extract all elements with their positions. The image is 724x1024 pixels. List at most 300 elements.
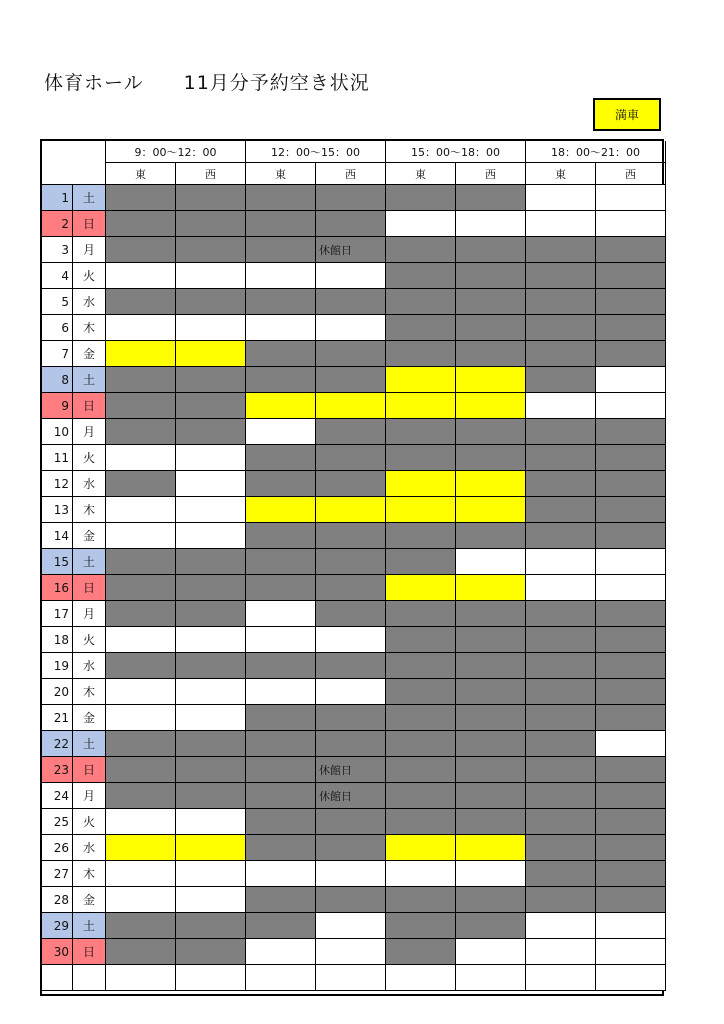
slot-cell	[386, 809, 456, 835]
slot-cell	[176, 861, 246, 887]
slot-cell	[386, 965, 456, 991]
slot-cell	[456, 965, 526, 991]
slot-cell	[456, 913, 526, 939]
day-of-week: 月	[73, 419, 106, 445]
time-slot-header: 18：00～21：00	[526, 141, 666, 163]
slot-cell	[456, 575, 526, 601]
side-header: 西	[176, 163, 246, 185]
day-of-week: 金	[73, 887, 106, 913]
slot-cell	[106, 393, 176, 419]
slot-cell	[176, 393, 246, 419]
slot-cell	[316, 237, 386, 263]
day-of-week: 日	[73, 939, 106, 965]
day-number: 12	[42, 471, 73, 497]
slot-cell	[176, 289, 246, 315]
slot-cell	[316, 705, 386, 731]
day-of-week: 水	[73, 835, 106, 861]
slot-cell	[526, 471, 596, 497]
side-header: 東	[246, 163, 316, 185]
slot-cell	[246, 679, 316, 705]
slot-cell	[386, 211, 456, 237]
slot-cell	[176, 575, 246, 601]
slot-cell	[596, 497, 666, 523]
slot-cell	[526, 315, 596, 341]
slot-cell	[176, 471, 246, 497]
slot-cell	[596, 731, 666, 757]
slot-cell	[526, 367, 596, 393]
day-number: 2	[42, 211, 73, 237]
slot-cell	[526, 705, 596, 731]
slot-cell	[456, 523, 526, 549]
slot-cell	[316, 263, 386, 289]
slot-cell	[386, 445, 456, 471]
slot-cell	[246, 289, 316, 315]
slot-cell	[106, 653, 176, 679]
slot-cell	[526, 575, 596, 601]
slot-cell	[176, 185, 246, 211]
slot-cell	[246, 341, 316, 367]
day-of-week: 金	[73, 341, 106, 367]
day-of-week: 木	[73, 315, 106, 341]
slot-cell	[596, 939, 666, 965]
day-of-week: 火	[73, 627, 106, 653]
slot-cell	[456, 705, 526, 731]
slot-cell	[386, 471, 456, 497]
slot-cell	[106, 471, 176, 497]
slot-cell	[176, 341, 246, 367]
day-of-week: 火	[73, 263, 106, 289]
slot-cell	[386, 575, 456, 601]
closed-day-note: 休館日	[319, 789, 352, 803]
slot-cell	[176, 757, 246, 783]
day-of-week: 火	[73, 445, 106, 471]
slot-cell	[456, 211, 526, 237]
day-of-week: 日	[73, 575, 106, 601]
time-slot-header: 15：00～18：00	[386, 141, 526, 163]
side-header: 西	[316, 163, 386, 185]
slot-cell	[386, 861, 456, 887]
slot-cell	[106, 731, 176, 757]
slot-cell	[246, 185, 316, 211]
day-number: 25	[42, 809, 73, 835]
slot-cell	[596, 783, 666, 809]
slot-cell	[316, 341, 386, 367]
day-of-week: 土	[73, 185, 106, 211]
slot-cell	[526, 445, 596, 471]
slot-cell	[456, 497, 526, 523]
day-number: 26	[42, 835, 73, 861]
side-header: 西	[596, 163, 666, 185]
slot-cell	[106, 861, 176, 887]
slot-cell	[316, 913, 386, 939]
day-of-week: 木	[73, 861, 106, 887]
slot-cell	[176, 263, 246, 289]
slot-cell	[176, 653, 246, 679]
side-header: 東	[106, 163, 176, 185]
slot-cell	[106, 835, 176, 861]
slot-cell	[106, 419, 176, 445]
slot-cell	[386, 731, 456, 757]
slot-cell	[386, 653, 456, 679]
slot-cell	[456, 237, 526, 263]
slot-cell	[456, 419, 526, 445]
reservation-table	[40, 139, 664, 996]
day-number: 8	[42, 367, 73, 393]
slot-cell	[596, 965, 666, 991]
time-slot-header: 9：00～12：00	[106, 141, 246, 163]
slot-cell	[176, 679, 246, 705]
slot-cell	[316, 523, 386, 549]
day-number: 13	[42, 497, 73, 523]
slot-cell	[246, 471, 316, 497]
page-title: 体育ホール 11月分予約空き状況	[44, 72, 370, 94]
slot-cell	[316, 835, 386, 861]
slot-cell	[456, 445, 526, 471]
slot-cell	[526, 549, 596, 575]
day-number: 9	[42, 393, 73, 419]
slot-cell	[386, 939, 456, 965]
day-number: 28	[42, 887, 73, 913]
slot-cell	[456, 731, 526, 757]
time-slot-header: 12：00～15：00	[246, 141, 386, 163]
slot-cell	[106, 367, 176, 393]
slot-cell	[456, 289, 526, 315]
slot-cell	[526, 783, 596, 809]
slot-cell	[386, 523, 456, 549]
slot-cell	[316, 731, 386, 757]
slot-cell	[526, 861, 596, 887]
day-number: 17	[42, 601, 73, 627]
day-of-week: 月	[73, 601, 106, 627]
day-of-week	[73, 965, 106, 991]
day-of-week: 日	[73, 211, 106, 237]
slot-cell	[316, 757, 386, 783]
slot-cell	[246, 367, 316, 393]
slot-cell	[316, 679, 386, 705]
slot-cell	[176, 913, 246, 939]
slot-cell	[176, 367, 246, 393]
slot-cell	[456, 315, 526, 341]
slot-cell	[316, 315, 386, 341]
slot-cell	[456, 887, 526, 913]
slot-cell	[526, 419, 596, 445]
slot-cell	[386, 887, 456, 913]
slot-cell	[526, 913, 596, 939]
slot-cell	[246, 887, 316, 913]
slot-cell	[176, 523, 246, 549]
slot-cell	[526, 757, 596, 783]
slot-cell	[526, 289, 596, 315]
slot-cell	[526, 679, 596, 705]
slot-cell	[456, 341, 526, 367]
slot-cell	[106, 211, 176, 237]
slot-cell	[316, 367, 386, 393]
day-number: 4	[42, 263, 73, 289]
slot-cell	[176, 783, 246, 809]
side-header: 西	[456, 163, 526, 185]
slot-cell	[526, 393, 596, 419]
table-corner-cell	[42, 141, 106, 185]
slot-cell	[316, 419, 386, 445]
slot-cell	[386, 263, 456, 289]
slot-cell	[176, 835, 246, 861]
slot-cell	[316, 393, 386, 419]
slot-cell	[246, 757, 316, 783]
slot-cell	[176, 965, 246, 991]
day-number: 11	[42, 445, 73, 471]
closed-day-note: 休館日	[319, 763, 352, 777]
slot-cell	[176, 497, 246, 523]
slot-cell	[316, 601, 386, 627]
slot-cell	[246, 445, 316, 471]
slot-cell	[106, 185, 176, 211]
day-of-week: 水	[73, 653, 106, 679]
slot-cell	[386, 835, 456, 861]
slot-cell	[386, 185, 456, 211]
slot-cell	[176, 315, 246, 341]
side-header: 東	[386, 163, 456, 185]
slot-cell	[176, 731, 246, 757]
slot-cell	[526, 887, 596, 913]
day-number: 15	[42, 549, 73, 575]
slot-cell	[596, 471, 666, 497]
slot-cell	[246, 939, 316, 965]
slot-cell	[596, 627, 666, 653]
day-of-week: 日	[73, 393, 106, 419]
slot-cell	[106, 445, 176, 471]
slot-cell	[246, 835, 316, 861]
slot-cell	[176, 419, 246, 445]
slot-cell	[386, 497, 456, 523]
slot-cell	[596, 185, 666, 211]
slot-cell	[246, 731, 316, 757]
slot-cell	[316, 627, 386, 653]
slot-cell	[176, 809, 246, 835]
slot-cell	[526, 523, 596, 549]
slot-cell	[456, 471, 526, 497]
slot-cell	[526, 835, 596, 861]
day-number: 10	[42, 419, 73, 445]
slot-cell	[246, 419, 316, 445]
slot-cell	[456, 809, 526, 835]
slot-cell	[456, 627, 526, 653]
day-number: 7	[42, 341, 73, 367]
slot-cell	[316, 809, 386, 835]
slot-cell	[246, 913, 316, 939]
day-number: 30	[42, 939, 73, 965]
slot-cell	[386, 705, 456, 731]
slot-cell	[596, 809, 666, 835]
slot-cell	[106, 809, 176, 835]
slot-cell	[246, 237, 316, 263]
slot-cell	[456, 861, 526, 887]
slot-cell	[596, 289, 666, 315]
day-number: 22	[42, 731, 73, 757]
slot-cell	[106, 315, 176, 341]
slot-cell	[176, 705, 246, 731]
slot-cell	[596, 367, 666, 393]
day-number: 21	[42, 705, 73, 731]
day-of-week: 土	[73, 913, 106, 939]
slot-cell	[246, 809, 316, 835]
slot-cell	[526, 237, 596, 263]
slot-cell	[596, 419, 666, 445]
closed-day-note: 休館日	[319, 243, 352, 257]
slot-cell	[246, 315, 316, 341]
day-of-week: 土	[73, 549, 106, 575]
slot-cell	[596, 835, 666, 861]
slot-cell	[106, 627, 176, 653]
slot-cell	[106, 497, 176, 523]
slot-cell	[106, 783, 176, 809]
day-of-week: 火	[73, 809, 106, 835]
slot-cell	[316, 471, 386, 497]
day-number: 27	[42, 861, 73, 887]
slot-cell	[106, 601, 176, 627]
day-of-week: 月	[73, 783, 106, 809]
slot-cell	[596, 315, 666, 341]
day-number: 29	[42, 913, 73, 939]
slot-cell	[316, 965, 386, 991]
slot-cell	[176, 237, 246, 263]
day-number	[42, 965, 73, 991]
slot-cell	[106, 913, 176, 939]
day-of-week: 金	[73, 523, 106, 549]
slot-cell	[596, 393, 666, 419]
slot-cell	[596, 211, 666, 237]
slot-cell	[176, 549, 246, 575]
slot-cell	[596, 341, 666, 367]
slot-cell	[596, 679, 666, 705]
slot-cell	[316, 289, 386, 315]
slot-cell	[246, 965, 316, 991]
slot-cell	[596, 757, 666, 783]
slot-cell	[386, 289, 456, 315]
slot-cell	[596, 705, 666, 731]
slot-cell	[386, 757, 456, 783]
day-of-week: 土	[73, 367, 106, 393]
slot-cell	[456, 601, 526, 627]
slot-cell	[106, 939, 176, 965]
slot-cell	[106, 965, 176, 991]
day-number: 1	[42, 185, 73, 211]
slot-cell	[526, 965, 596, 991]
slot-cell	[246, 653, 316, 679]
day-of-week: 木	[73, 679, 106, 705]
slot-cell	[526, 497, 596, 523]
slot-cell	[456, 939, 526, 965]
slot-cell	[106, 887, 176, 913]
slot-cell	[106, 523, 176, 549]
slot-cell	[596, 575, 666, 601]
slot-cell	[246, 783, 316, 809]
slot-cell	[526, 653, 596, 679]
slot-cell	[246, 627, 316, 653]
slot-cell	[526, 341, 596, 367]
slot-cell	[456, 757, 526, 783]
slot-cell	[176, 887, 246, 913]
slot-cell	[246, 549, 316, 575]
slot-cell	[386, 393, 456, 419]
day-number: 3	[42, 237, 73, 263]
slot-cell	[106, 757, 176, 783]
slot-cell	[106, 237, 176, 263]
day-number: 5	[42, 289, 73, 315]
day-number: 18	[42, 627, 73, 653]
slot-cell	[386, 419, 456, 445]
slot-cell	[596, 263, 666, 289]
day-of-week: 木	[73, 497, 106, 523]
slot-cell	[526, 809, 596, 835]
slot-cell	[596, 861, 666, 887]
slot-cell	[386, 783, 456, 809]
slot-cell	[456, 263, 526, 289]
slot-cell	[106, 679, 176, 705]
day-of-week: 水	[73, 289, 106, 315]
slot-cell	[316, 549, 386, 575]
slot-cell	[106, 289, 176, 315]
slot-cell	[456, 549, 526, 575]
slot-cell	[246, 705, 316, 731]
day-number: 24	[42, 783, 73, 809]
slot-cell	[526, 211, 596, 237]
slot-cell	[386, 627, 456, 653]
slot-cell	[386, 237, 456, 263]
slot-cell	[456, 393, 526, 419]
day-number: 20	[42, 679, 73, 705]
slot-cell	[106, 575, 176, 601]
slot-cell	[386, 679, 456, 705]
slot-cell	[246, 211, 316, 237]
slot-cell	[386, 601, 456, 627]
slot-cell	[316, 445, 386, 471]
slot-cell	[176, 211, 246, 237]
slot-cell	[106, 341, 176, 367]
slot-cell	[456, 367, 526, 393]
day-of-week: 日	[73, 757, 106, 783]
legend-full-indicator: 満車	[593, 98, 661, 131]
slot-cell	[526, 185, 596, 211]
slot-cell	[456, 185, 526, 211]
slot-cell	[386, 367, 456, 393]
slot-cell	[246, 861, 316, 887]
slot-cell	[596, 445, 666, 471]
slot-cell	[246, 263, 316, 289]
slot-cell	[596, 523, 666, 549]
day-number: 16	[42, 575, 73, 601]
slot-cell	[246, 575, 316, 601]
day-number: 14	[42, 523, 73, 549]
slot-cell	[526, 263, 596, 289]
slot-cell	[316, 783, 386, 809]
slot-cell	[456, 653, 526, 679]
slot-cell	[316, 939, 386, 965]
day-number: 6	[42, 315, 73, 341]
slot-cell	[596, 887, 666, 913]
slot-cell	[176, 627, 246, 653]
slot-cell	[596, 601, 666, 627]
slot-cell	[316, 185, 386, 211]
day-of-week: 土	[73, 731, 106, 757]
slot-cell	[526, 627, 596, 653]
slot-cell	[456, 783, 526, 809]
slot-cell	[106, 705, 176, 731]
slot-cell	[246, 497, 316, 523]
slot-cell	[596, 237, 666, 263]
slot-cell	[386, 913, 456, 939]
slot-cell	[596, 913, 666, 939]
slot-cell	[386, 341, 456, 367]
